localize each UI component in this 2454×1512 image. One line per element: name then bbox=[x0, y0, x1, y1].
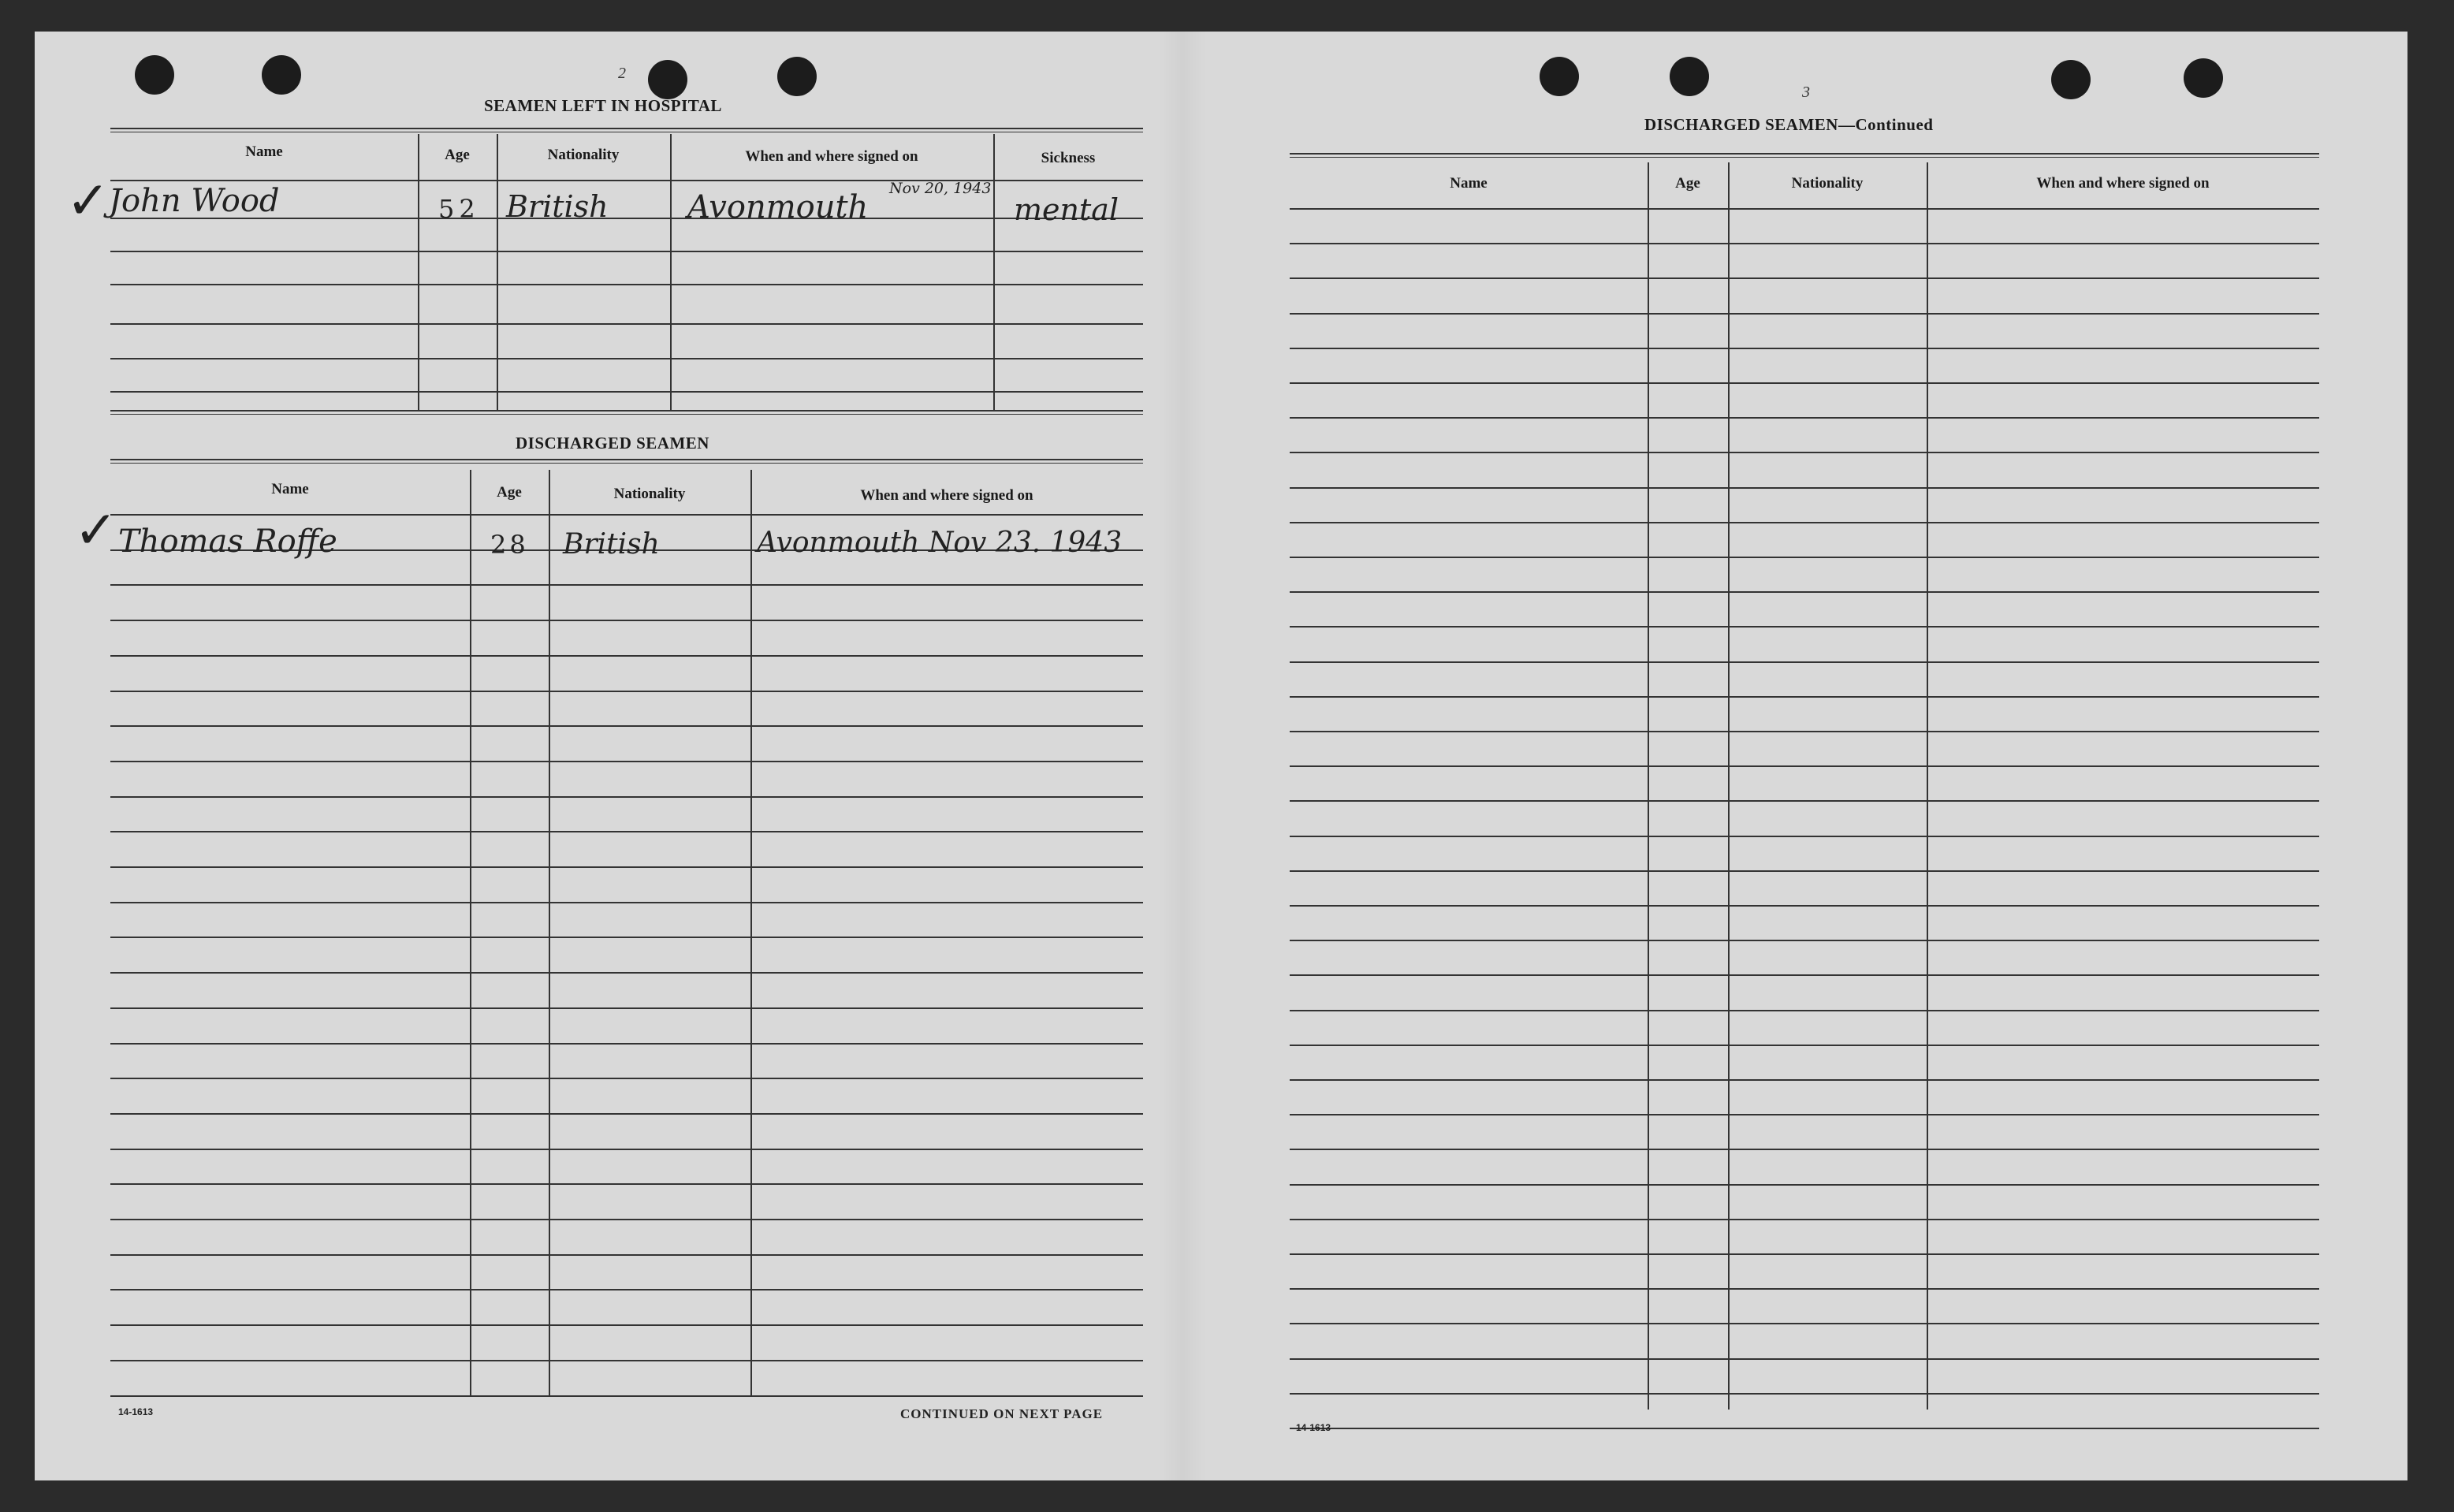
punch-hole bbox=[1540, 57, 1579, 96]
col-divider bbox=[1648, 162, 1649, 1410]
row-rule bbox=[110, 584, 1143, 586]
table-rule bbox=[1290, 153, 2319, 158]
row-rule bbox=[1290, 1184, 2319, 1186]
row-rule bbox=[1290, 348, 2319, 349]
check-mark: ✓ bbox=[66, 170, 110, 231]
row-rule bbox=[110, 1395, 1143, 1397]
row-rule bbox=[110, 796, 1143, 798]
row-rule bbox=[110, 1183, 1143, 1185]
row-rule bbox=[1290, 626, 2319, 628]
row-rule bbox=[110, 323, 1143, 325]
row-rule bbox=[1290, 974, 2319, 976]
table-rule bbox=[110, 410, 1143, 415]
signed-on-place: Avonmouth bbox=[687, 189, 869, 225]
row-rule bbox=[110, 1324, 1143, 1326]
row-rule bbox=[1290, 417, 2319, 419]
form-number: 14-1613 bbox=[1296, 1422, 1331, 1433]
row-rule bbox=[110, 1149, 1143, 1150]
row-rule bbox=[110, 761, 1143, 762]
row-rule bbox=[110, 251, 1143, 252]
col-header-name: Name bbox=[1450, 175, 1488, 192]
row-rule bbox=[110, 1219, 1143, 1220]
seaman-nationality: British bbox=[506, 189, 609, 224]
punch-hole bbox=[262, 55, 301, 95]
col-header-sickness: Sickness bbox=[1041, 150, 1096, 166]
row-rule bbox=[1290, 313, 2319, 315]
continued-note: CONTINUED ON NEXT PAGE bbox=[900, 1406, 1104, 1421]
row-rule bbox=[1290, 208, 2319, 210]
col-header-signed-on: When and where signed on bbox=[745, 148, 918, 165]
row-rule bbox=[110, 1078, 1143, 1079]
row-rule bbox=[1290, 1149, 2319, 1150]
row-rule bbox=[1290, 452, 2319, 453]
row-rule bbox=[1290, 557, 2319, 558]
page-number: 2 bbox=[618, 65, 626, 82]
row-rule bbox=[1290, 800, 2319, 802]
row-rule bbox=[1290, 1288, 2319, 1290]
col-header-nationality: Nationality bbox=[547, 147, 620, 163]
row-rule bbox=[1290, 696, 2319, 698]
row-rule bbox=[110, 1043, 1143, 1045]
punch-hole bbox=[2184, 58, 2223, 98]
col-divider bbox=[497, 134, 498, 412]
row-rule bbox=[110, 1007, 1143, 1009]
row-rule bbox=[1290, 1010, 2319, 1011]
table-rule bbox=[110, 459, 1143, 464]
row-rule bbox=[1290, 487, 2319, 489]
seaman-name: Thomas Roffe bbox=[118, 523, 337, 560]
seaman-name: John Wood bbox=[109, 183, 280, 219]
row-rule bbox=[1290, 277, 2319, 279]
row-rule bbox=[110, 725, 1143, 727]
col-divider bbox=[418, 134, 419, 412]
row-rule bbox=[1290, 1253, 2319, 1255]
signed-on-place-date: Avonmouth Nov 23. 1943 bbox=[757, 527, 1123, 559]
row-rule bbox=[1290, 1428, 2319, 1429]
col-divider bbox=[549, 470, 550, 1395]
punch-hole bbox=[777, 57, 817, 96]
row-rule bbox=[1290, 1323, 2319, 1324]
row-rule bbox=[110, 831, 1143, 832]
row-rule bbox=[110, 1254, 1143, 1256]
row-rule bbox=[1290, 1393, 2319, 1395]
seaman-nationality: British bbox=[563, 528, 660, 560]
row-rule bbox=[1290, 591, 2319, 593]
col-header-age: Age bbox=[445, 147, 470, 163]
row-rule bbox=[1290, 1045, 2319, 1046]
row-rule bbox=[110, 1289, 1143, 1290]
row-rule bbox=[1290, 870, 2319, 872]
table-rule bbox=[110, 128, 1143, 132]
row-rule bbox=[1290, 382, 2319, 384]
row-rule bbox=[1290, 243, 2319, 244]
col-divider bbox=[670, 134, 672, 412]
row-rule bbox=[1290, 522, 2319, 523]
punch-hole bbox=[648, 60, 687, 99]
ledger-sheet bbox=[35, 32, 2407, 1480]
page-number: 3 bbox=[1802, 84, 1810, 101]
row-rule bbox=[110, 1360, 1143, 1361]
row-rule bbox=[1290, 905, 2319, 907]
row-rule bbox=[1290, 1358, 2319, 1360]
col-divider bbox=[750, 470, 752, 1395]
col-divider bbox=[1927, 162, 1928, 1410]
col-header-signed-on: When and where signed on bbox=[860, 487, 1033, 504]
col-divider bbox=[470, 470, 471, 1395]
row-rule bbox=[110, 937, 1143, 938]
row-rule bbox=[1290, 765, 2319, 767]
row-rule bbox=[1290, 1219, 2319, 1220]
punch-hole bbox=[2051, 60, 2091, 99]
section-title-discharged: DISCHARGED SEAMEN bbox=[516, 434, 709, 452]
col-header-nationality: Nationality bbox=[613, 486, 686, 502]
row-rule bbox=[1290, 940, 2319, 941]
sickness: mental bbox=[1014, 192, 1119, 227]
row-rule bbox=[110, 902, 1143, 903]
seaman-age: 52 bbox=[438, 194, 480, 224]
col-divider bbox=[1728, 162, 1730, 1410]
row-rule bbox=[110, 358, 1143, 359]
row-rule bbox=[110, 391, 1143, 393]
row-rule bbox=[110, 866, 1143, 868]
signed-on-date: Nov 20, 1943 bbox=[889, 180, 992, 197]
row-rule bbox=[1290, 661, 2319, 663]
col-header-name: Name bbox=[245, 143, 283, 160]
row-rule bbox=[1290, 1079, 2319, 1081]
col-divider bbox=[993, 134, 995, 412]
section-title-discharged-continued: DISCHARGED SEAMEN—Continued bbox=[1644, 115, 1934, 134]
row-rule bbox=[110, 655, 1143, 657]
col-header-signed-on: When and where signed on bbox=[2036, 175, 2210, 192]
row-rule bbox=[110, 620, 1143, 621]
col-header-nationality: Nationality bbox=[1791, 175, 1864, 192]
row-rule bbox=[1290, 731, 2319, 732]
row-rule bbox=[110, 284, 1143, 285]
row-rule bbox=[1290, 1114, 2319, 1115]
row-rule bbox=[1290, 836, 2319, 837]
page-fold bbox=[1159, 32, 1206, 1480]
seaman-age: 28 bbox=[490, 530, 529, 560]
col-header-name: Name bbox=[271, 481, 309, 497]
col-header-age: Age bbox=[497, 484, 522, 501]
col-header-age: Age bbox=[1675, 175, 1700, 192]
section-title-hospital: SEAMEN LEFT IN HOSPITAL bbox=[484, 96, 722, 115]
row-rule bbox=[110, 514, 1143, 516]
punch-hole bbox=[135, 55, 174, 95]
punch-hole bbox=[1670, 57, 1709, 96]
check-mark: ✓ bbox=[74, 500, 118, 560]
form-number: 14-1613 bbox=[118, 1406, 154, 1417]
row-rule bbox=[110, 1113, 1143, 1115]
row-rule bbox=[110, 691, 1143, 692]
row-rule bbox=[110, 972, 1143, 974]
